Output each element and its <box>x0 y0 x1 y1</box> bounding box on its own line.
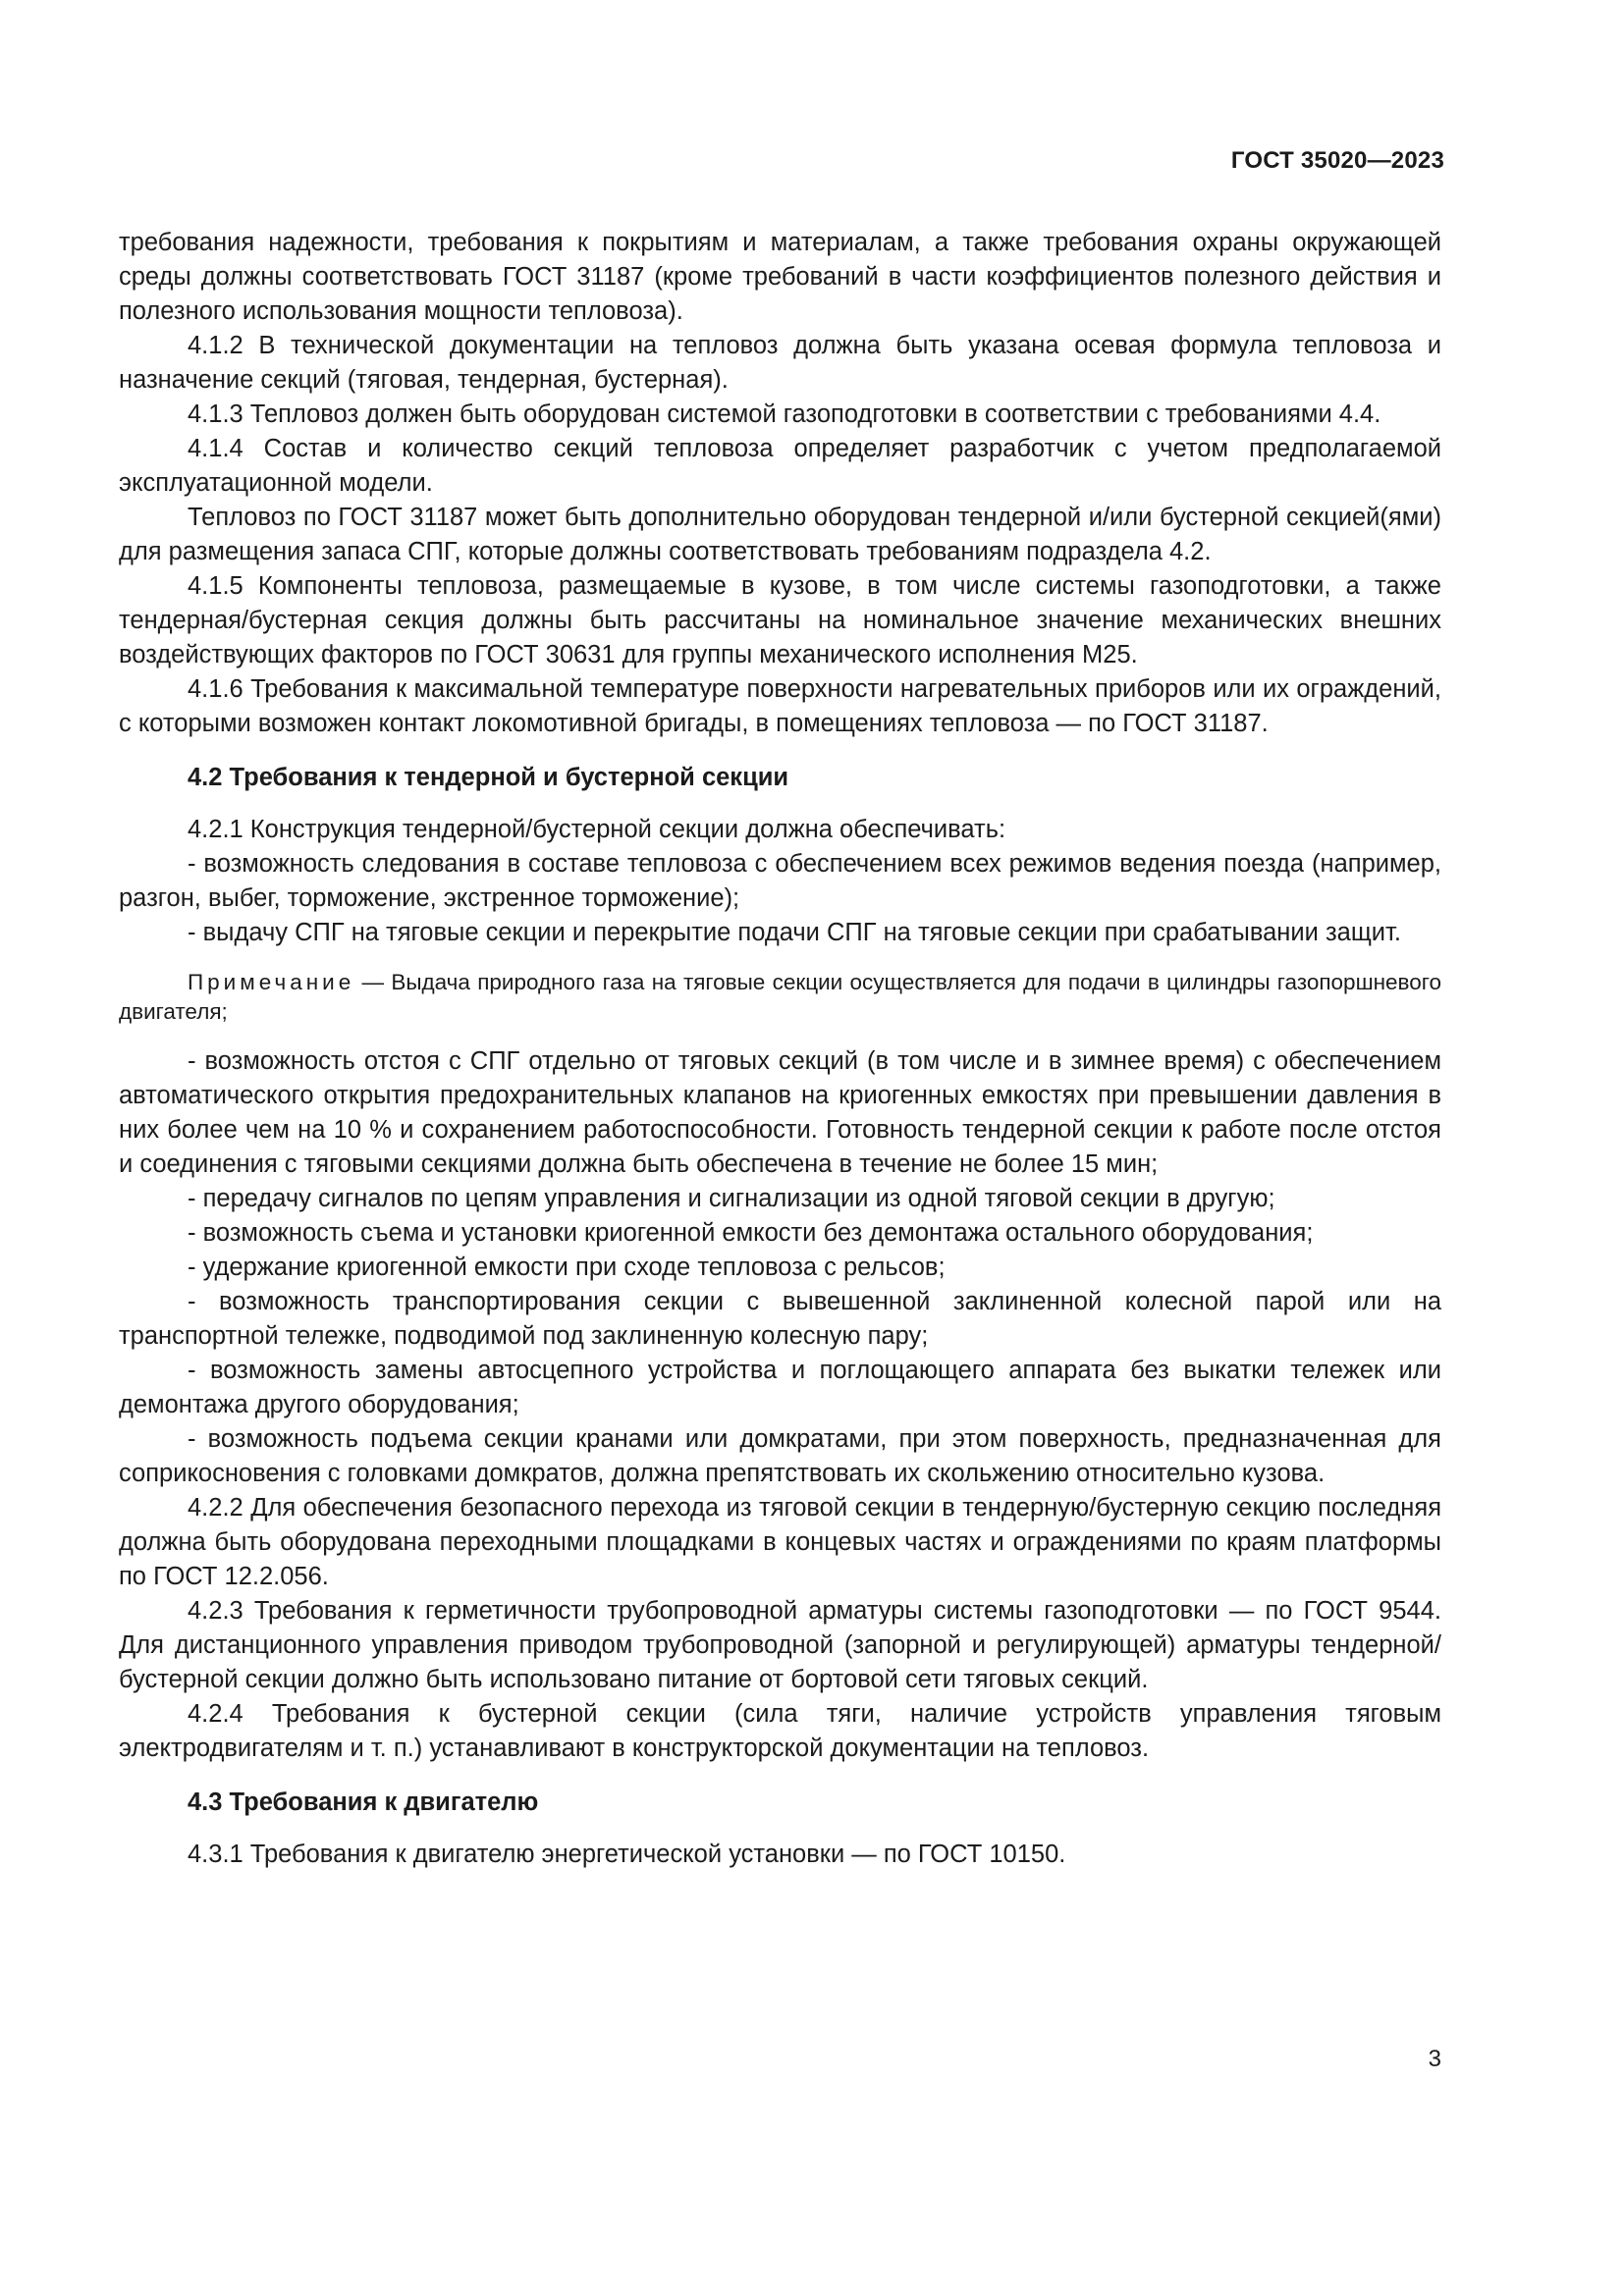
document-id-header: ГОСТ 35020—2023 <box>1230 147 1444 174</box>
page-number: 3 <box>1428 2046 1441 2072</box>
clause-4-2-1: 4.2.1 Конструкция тендерной/бустерной секции должна обеспечивать: <box>188 816 1006 843</box>
clause-4-1-2: 4.1.2 В технической документации на тепловоз должна быть указана осевая формула тепловоза и назначение секций (тяговая, тендерная, бустерная). <box>119 332 1441 394</box>
list-item: - выдачу СПГ на тяговые секции и перекрытие подачи СПГ на тяговые секции при срабатывании защит. <box>188 919 1401 946</box>
clause-4-2-4: 4.2.4 Требования к бустерной секции (сила тяги, наличие устройств управления тяговым электродвигателям и т. п.) устанавливают в конструкторской документации на тепловоз. <box>119 1700 1441 1762</box>
list-item: - передачу сигналов по цепям управления и сигнализации из одной тяговой секции в другую; <box>188 1185 1275 1212</box>
section-heading-4-3: 4.3 Требования к двигателю <box>188 1789 539 1816</box>
list-item: - удержание криогенной емкости при сходе тепловоза с рельсов; <box>188 1254 946 1281</box>
list-item: - возможность следования в составе тепловоза с обеспечением всех режимов ведения поезда (например, разгон, выбег, торможение, экстренное торможение); <box>119 850 1441 912</box>
list-item: - возможность замены автосцепного устройства и поглощающего аппарата без выкатки тележек или демонтажа другого оборудования; <box>119 1357 1441 1418</box>
clause-4-1-3: 4.1.3 Тепловоз должен быть оборудован системой газоподготовки в соответствии с требованиями 4.4. <box>188 400 1381 428</box>
clause-4-2-3: 4.2.3 Требования к герметичности трубопроводной арматуры системы газоподготовки — по ГОСТ 9544. Для дистанционного управления приводом трубопроводной (запорной и регулирующей) арматуры тендерной/бустерной секции должно быть использовано питание от бортовой сети тяговых секций. <box>119 1597 1441 1693</box>
section-heading-4-2: 4.2 Требования к тендерной и бустерной секции <box>188 764 789 791</box>
note-text: — Выдача природного газа на тяговые секции осуществляется для подачи в цилиндры газопоршневого двигателя; <box>119 970 1441 1024</box>
clause-4-1-5: 4.1.5 Компоненты тепловоза, размещаемые в кузове, в том числе системы газоподготовки, а также тендерная/бустерная секция должны быть рассчитаны на номинальное значение механических внешних воздействующих факторов по ГОСТ 30631 для группы механического исполнения М25. <box>119 572 1441 668</box>
list-item: - возможность транспортирования секции с вывешенной заклиненной колесной парой или на транспортной тележке, подводимой под заклиненную колесную пару; <box>119 1288 1441 1350</box>
note-label: Примечание <box>188 970 355 994</box>
list-item: - возможность съема и установки криогенной емкости без демонтажа остального оборудования; <box>188 1219 1314 1247</box>
clause-4-1-6: 4.1.6 Требования к максимальной температуре поверхности нагревательных приборов или их ограждений, с которыми возможен контакт локомотивной бригады, в помещениях тепловоза — по ГОСТ 31187. <box>119 675 1441 737</box>
list-item: - возможность подъема секции кранами или домкратами, при этом поверхность, предназначенная для соприкосновения с головками домкратов, должна препятствовать их скольжению относительно кузова. <box>119 1425 1441 1487</box>
clause-4-1-4-addendum: Тепловоз по ГОСТ 31187 может быть дополнительно оборудован тендерной и/или бустерной секцией(ями) для размещения запаса СПГ, которые должны соответствовать требованиям подраздела 4.2. <box>119 504 1441 565</box>
clause-4-1-4: 4.1.4 Состав и количество секций тепловоза определяет разработчик с учетом предполагаемой эксплуатационной модели. <box>119 435 1441 497</box>
list-item: - возможность отстоя с СПГ отдельно от тяговых секций (в том числе и в зимнее время) с обеспечением автоматического открытия предохранительных клапанов на криогенных емкостях при превышении давления в них более чем на 10 % и сохранением работоспособности. Готовность тендерной секции к работе после отстоя и соединения с тяговыми секциями должна быть обеспечена в течение не более 15 мин; <box>119 1047 1441 1178</box>
note <box>119 968 1441 1027</box>
clause-4-2-2: 4.2.2 Для обеспечения безопасного перехода из тяговой секции в тендерную/бустерную секцию последняя должна быть оборудована переходными площадками в концевых частях и ограждениями по краям платформы по ГОСТ 12.2.056. <box>119 1494 1441 1590</box>
paragraph-continuation: требования надежности, требования к покрытиям и материалам, а также требования охраны окружающей среды должны соответствовать ГОСТ 31187 (кроме требований в части коэффициентов полезного действия и полезного использования мощности тепловоза). <box>119 229 1441 325</box>
clause-4-3-1: 4.3.1 Требования к двигателю энергетической установки — по ГОСТ 10150. <box>188 1841 1066 1868</box>
document-body <box>119 226 1441 1872</box>
